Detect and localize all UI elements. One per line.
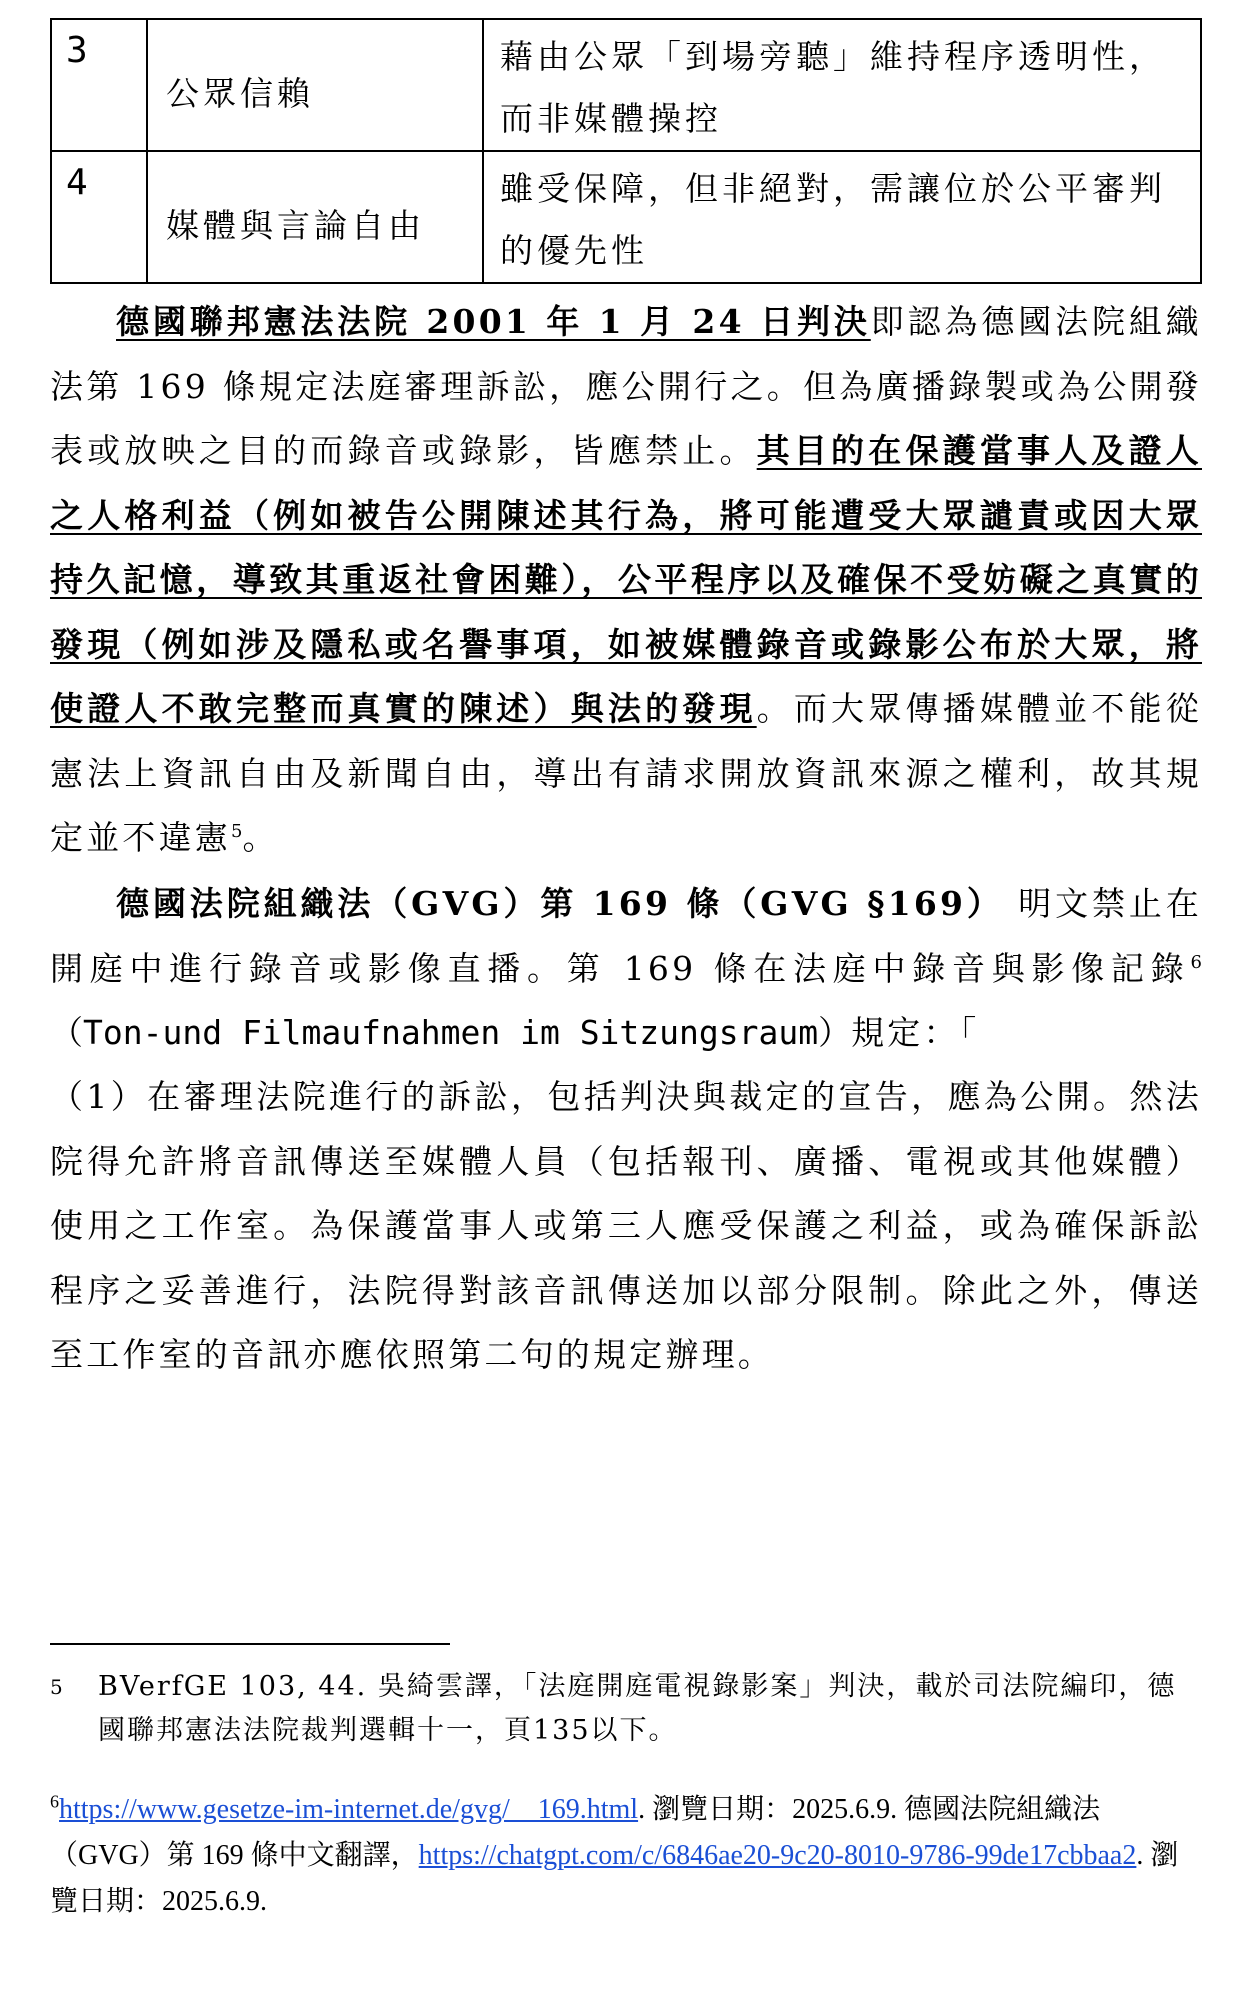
ruling-conclusion: 。而大眾傳播媒體並不能從憲法上資訊自由及新聞自由，導出有請求開放資訊來源之權利，故其規定並不違憲 [50, 689, 1202, 857]
table-row [51, 151, 1201, 283]
footnote-ref-5[interactable]: 5 [231, 821, 243, 842]
clause-sentence-3: 然法院得允許將音訊傳送至媒體人員（包括報刊、廣播、電視或其他媒體）使用之工作室。為保護當事人或第三人應受保護之利益，或為確保訴訟程序之妥善進行，法院得對該音訊傳送加以部分限制。除此之外，傳送至工作室的音訊亦應依照第二句的規定辦理。 [50, 1077, 1203, 1374]
footnote-5 [50, 1665, 1202, 1753]
gvg-intro: 規定：「 [851, 1013, 980, 1052]
paragraph-court-ruling [50, 290, 1202, 871]
ruling-summary: 即認為德國法院組織法第 169 條規定法庭審理訴訟，應公開行之。但為廣播錄製或為公開發表或放映之目的而錄音或錄影，皆應禁止。 [50, 302, 1202, 470]
row-name: 媒體與言論自由 [147, 151, 483, 283]
gvg-german-title: （Ton-und Filmaufnahmen im Sitzungsraum） [50, 1013, 852, 1052]
gesetze-link[interactable]: https://www.gesetze-im-internet.de/gvg/__169.html [59, 1794, 639, 1825]
ruling-end: 。 [242, 818, 279, 857]
footnote-number: 6 [50, 1791, 59, 1812]
footnote-number: 5 [50, 1675, 65, 1699]
footnote-date: . 瀏覽日期：2025.6.9. [50, 1840, 1179, 1917]
footnote-text: BVerfGE 103, 44. 吳綺雲譯，「法庭開庭電視錄影案」判決，載於司法院編印，德國聯邦憲法法院裁判選輯十一，頁135以下。 [98, 1671, 1177, 1746]
paragraph-gvg-clause-1 [50, 1065, 1202, 1388]
footnote-6 [50, 1787, 1202, 1925]
ruling-citation: 德國聯邦憲法法院 2001 年 1 月 24 日判決 [116, 302, 871, 341]
ruling-purpose: 其目的在保護當事人及證人之人格利益（例如被告公開陳述其行為，將可能遭受大眾譴責或因大眾持久記憶，導致其重返社會困難），公平程序以及確保不受妨礙之真實的發現（例如涉及隱私或名譽事項，如被媒體錄音或錄影公布於大眾，將使證人不敢完整而真實的陳述）與法的發現 [50, 431, 1202, 728]
row-description: 雖受保障，但非絕對，需讓位於公平審判的優先性 [483, 151, 1201, 283]
paragraph-gvg-169 [50, 872, 1202, 1066]
footnote-text: . 瀏覽日期：2025.6.9. 德國法院組織法（GVG）第 169 條中文翻譯， [50, 1794, 1101, 1871]
table-row [51, 19, 1201, 151]
footnote-divider [50, 1643, 450, 1645]
row-name: 公眾信賴 [147, 19, 483, 151]
principles-table [50, 18, 1202, 284]
row-number: 4 [51, 151, 147, 283]
gvg-text: 明文禁止在開庭中進行錄音或影像直播。第 169 條在法庭中錄音與影像記錄 [50, 884, 1202, 988]
gvg-heading: 德國法院組織法（GVG）第 169 條（GVG §169） [116, 884, 1004, 923]
row-number: 3 [51, 19, 147, 151]
clause-sentence-1: （1）在審理法院進行的訴訟，包括判決與裁定的宣告，應為公開。 [50, 1077, 1130, 1116]
footnote-ref-6[interactable]: 6 [1190, 951, 1202, 973]
chatgpt-link[interactable]: https://chatgpt.com/c/6846ae20-9c20-8010-9786-99de17cbbaa2 [418, 1840, 1137, 1871]
row-description: 藉由公眾「到場旁聽」維持程序透明性，而非媒體操控 [483, 19, 1201, 151]
